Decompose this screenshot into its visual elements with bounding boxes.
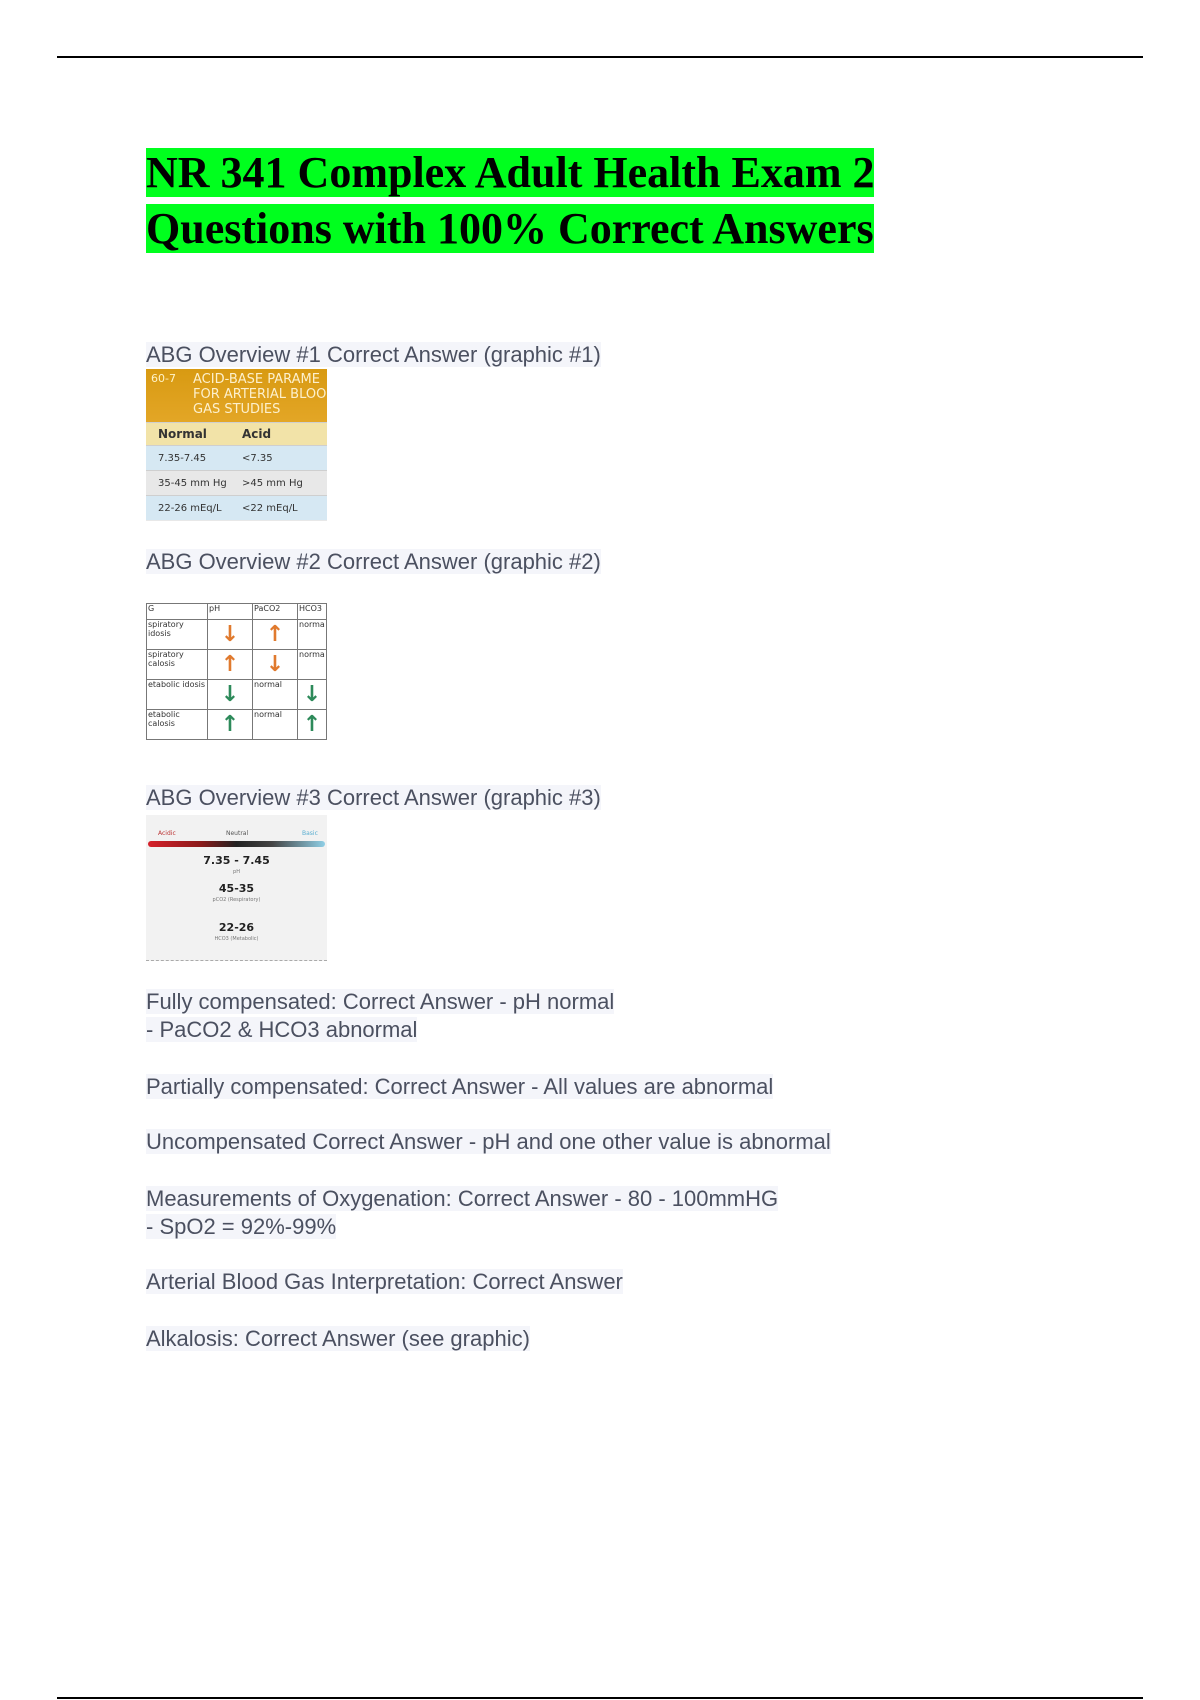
up-arrow-icon: ↑ (220, 651, 240, 677)
up-arrow-icon: ↑ (220, 711, 240, 737)
graphic1-row: 35-45 mm Hg >45 mm Hg (146, 470, 327, 495)
item-partially-compensated: Partially compensated: Correct Answer - All values are abnormal (146, 1074, 774, 1099)
graphic1-row: 22-26 mEq/L <22 mEq/L (146, 495, 327, 520)
graphic1-title: ACID-BASE PARAME FOR ARTERIAL BLOO GAS STUDIES (193, 372, 327, 417)
up-arrow-icon: ↑ (265, 621, 285, 647)
item-alkalosis: Alkalosis: Correct Answer (see graphic) (146, 1326, 530, 1351)
up-arrow-icon: ↑ (302, 711, 322, 737)
item-fully-compensated: Fully compensated: Correct Answer - pH normal (146, 989, 615, 1014)
graphic3-ph-caption: pH (233, 869, 240, 875)
graphic3-acidic-label: Acidic (158, 830, 176, 837)
top-rule (57, 56, 1143, 58)
down-arrow-icon: ↓ (220, 621, 240, 647)
graphic2-row: spiratory idosis ↓ ↑ norma (147, 620, 327, 650)
graphic-abg-normal-ranges (146, 815, 327, 961)
ph-scale-bar (148, 841, 325, 847)
down-arrow-icon: ↓ (302, 681, 322, 707)
down-arrow-icon: ↓ (265, 651, 285, 677)
bottom-rule (57, 1697, 1143, 1699)
item-measurements-oxygenation: Measurements of Oxygenation: Correct Answer - 80 - 100mmHG (146, 1186, 779, 1211)
graphic2-row: spiratory calosis ↑ ↓ norma (147, 650, 327, 680)
graphic3-basic-label: Basic (302, 830, 318, 837)
item-abg-overview-3: ABG Overview #3 Correct Answer (graphic #3) (146, 785, 601, 810)
item-measurements-oxygenation-detail: - SpO2 = 92%-99% (146, 1214, 337, 1239)
graphic2-row: etabolic calosis ↑ normal ↑ (147, 710, 327, 740)
graphic3-neutral-label: Neutral (226, 830, 249, 837)
graphic3-hco3-caption: HCO3 (Metabolic) (214, 936, 259, 942)
graphic3-ph-value: 7.35 - 7.45 (203, 854, 270, 867)
graphic1-code: 60-7 (151, 372, 176, 385)
graphic3-hco3-value: 22-26 (218, 921, 255, 934)
item-fully-compensated-detail: - PaCO2 & HCO3 abnormal (146, 1017, 418, 1042)
graphic2-header-row: G pH PaCO2 HCO3 (147, 604, 327, 620)
graphic1-heading (146, 369, 327, 422)
document-title: NR 341 Complex Adult Health Exam 2 Questions with 100% Correct Answers (146, 148, 875, 253)
graphic3-pco2-caption: pCO2 (Respiratory) (212, 897, 261, 903)
item-abg-overview-1: ABG Overview #1 Correct Answer (graphic #1) (146, 342, 601, 367)
item-uncompensated: Uncompensated Correct Answer - pH and one other value is abnormal (146, 1129, 831, 1154)
graphic-abg-imbalance-table (146, 603, 327, 754)
graphic1-header-row: Normal Acid (146, 422, 327, 445)
item-abg-interpretation: Arterial Blood Gas Interpretation: Correct Answer (146, 1269, 623, 1294)
item-abg-overview-2: ABG Overview #2 Correct Answer (graphic #2) (146, 549, 601, 574)
graphic1-row: 7.35-7.45 <7.35 (146, 445, 327, 470)
graphic2-row: etabolic idosis ↓ normal ↓ (147, 680, 327, 710)
graphic-acid-base-parameters (146, 369, 327, 521)
graphic3-pco2-value: 45-35 (218, 882, 255, 895)
down-arrow-icon: ↓ (220, 681, 240, 707)
